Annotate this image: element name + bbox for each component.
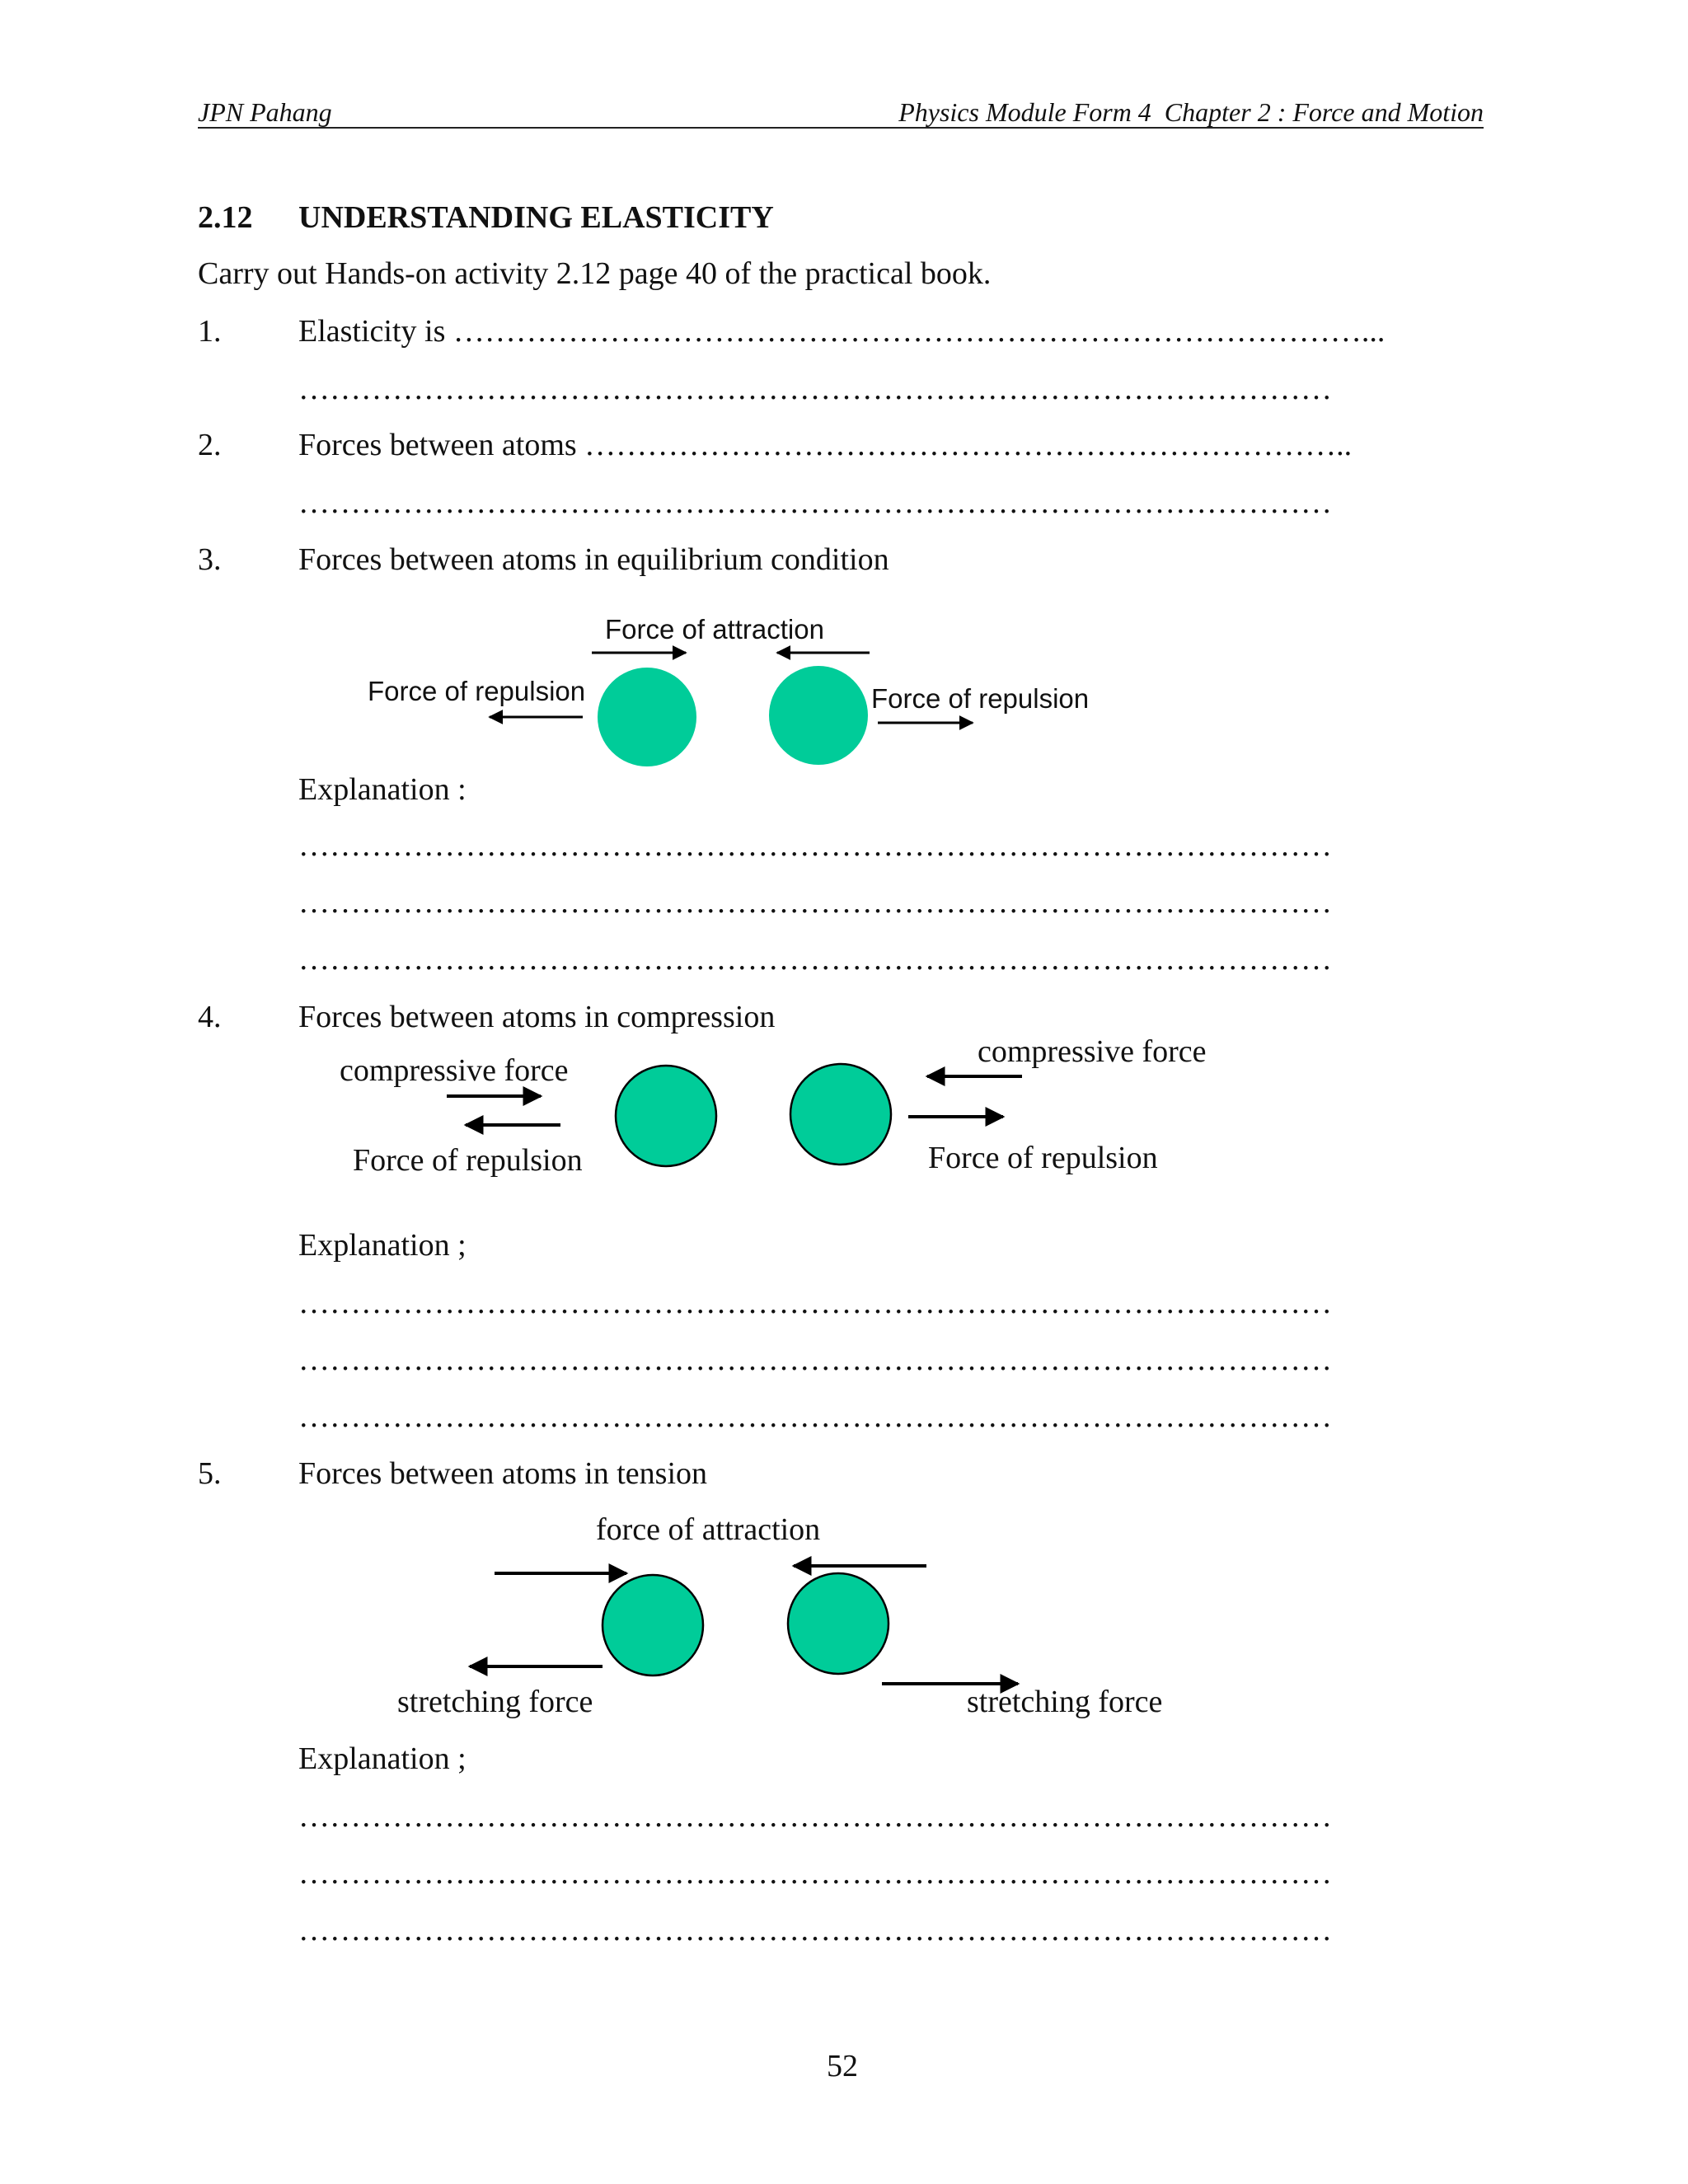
label-stretching-force-left: stretching force <box>397 1685 593 1719</box>
item-3-text: Forces between atoms in equilibrium condition <box>298 542 889 577</box>
answer-line: ……………………………………………………………………………………… <box>298 885 1332 920</box>
header-left: JPN Pahang <box>198 97 332 127</box>
section-number: 2.12 <box>198 200 253 235</box>
explanation-label: Explanation ; <box>298 1741 467 1776</box>
label-force-of-repulsion-right: Force of repulsion <box>871 683 1090 714</box>
label-force-of-attraction: Force of attraction <box>605 614 824 644</box>
item-5-number: 5. <box>198 1456 222 1491</box>
explanation-label: Explanation : <box>298 772 467 807</box>
page-number: 52 <box>827 2049 858 2083</box>
item-3-number: 3. <box>198 542 222 577</box>
label-force-of-repulsion-left: Force of repulsion <box>353 1143 583 1178</box>
item-2-number: 2. <box>198 428 222 462</box>
atom-right <box>790 1064 891 1165</box>
item-1-text: Elasticity is ……………………………………………………………………………... <box>298 314 1386 349</box>
section-title: UNDERSTANDING ELASTICITY <box>298 200 774 235</box>
answer-line: ……………………………………………………………………………………… <box>298 372 1332 406</box>
item-5-text: Forces between atoms in tension <box>298 1456 708 1491</box>
tension-diagram <box>470 1566 1018 1684</box>
item-4-text: Forces between atoms in compression <box>298 1000 776 1034</box>
atom-right <box>769 666 868 765</box>
item-1-number: 1. <box>198 314 222 349</box>
atom-left <box>616 1066 716 1166</box>
answer-line: ……………………………………………………………………………………… <box>298 1913 1332 1947</box>
atom-left <box>603 1575 703 1675</box>
label-compressive-force-right: compressive force <box>978 1034 1207 1069</box>
compression-diagram <box>447 1064 1022 1166</box>
header-right: Physics Module Form 4 Chapter 2 : Force and Motion <box>898 97 1484 127</box>
answer-line: ……………………………………………………………………………………… <box>298 1856 1332 1891</box>
answer-line: ……………………………………………………………………………………… <box>298 1399 1332 1434</box>
intro-text: Carry out Hands-on activity 2.12 page 40 of the practical book. <box>198 256 992 291</box>
answer-line: ……………………………………………………………………………………… <box>298 1286 1332 1320</box>
label-force-of-repulsion-right: Force of repulsion <box>928 1141 1158 1175</box>
explanation-label: Explanation ; <box>298 1228 467 1263</box>
answer-line: ……………………………………………………………………………………… <box>298 1343 1332 1377</box>
label-force-of-repulsion-left: Force of repulsion <box>368 676 586 706</box>
label-force-of-attraction: force of attraction <box>596 1512 821 1547</box>
answer-line: ……………………………………………………………………………………… <box>298 942 1332 977</box>
answer-line: ……………………………………………………………………………………… <box>298 1799 1332 1834</box>
label-stretching-force-right: stretching force <box>967 1685 1163 1719</box>
answer-line: ……………………………………………………………………………………… <box>298 485 1332 520</box>
equilibrium-diagram <box>490 653 973 766</box>
label-compressive-force-left: compressive force <box>340 1053 569 1088</box>
item-4-number: 4. <box>198 1000 222 1034</box>
item-2-text: Forces between atoms ……………………………………………………………….. <box>298 428 1353 462</box>
atom-left <box>598 668 696 766</box>
answer-line: ……………………………………………………………………………………… <box>298 828 1332 863</box>
atom-right <box>788 1573 889 1674</box>
